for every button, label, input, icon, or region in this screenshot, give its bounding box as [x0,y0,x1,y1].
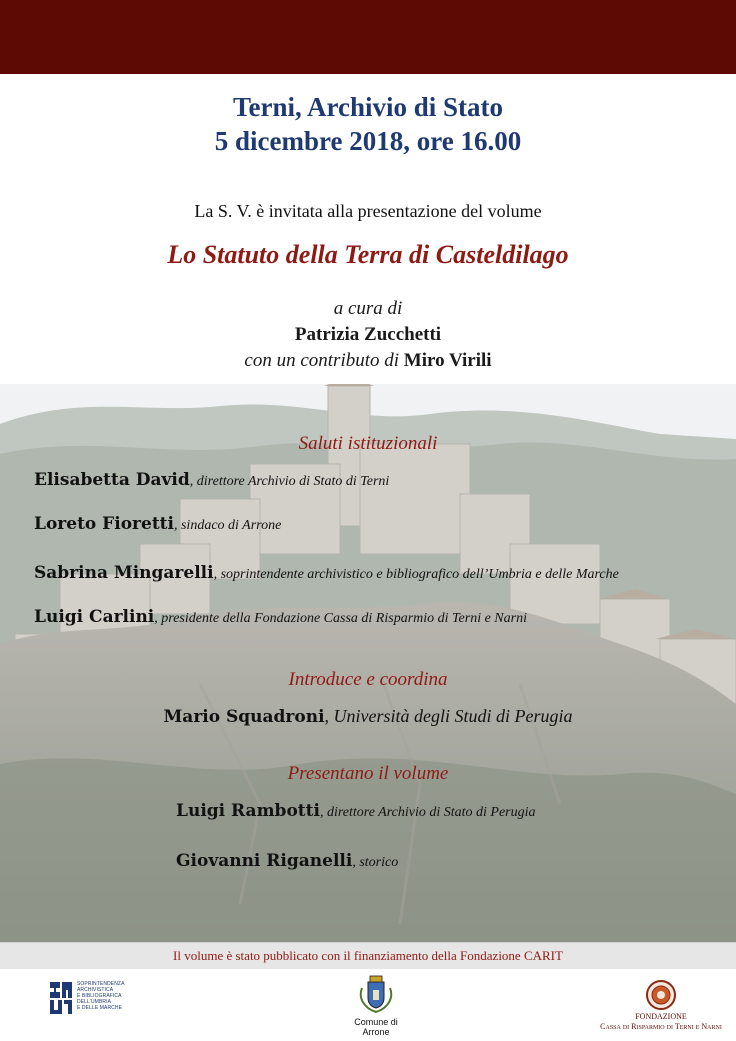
sabap-line: ARCHIVISTICA [77,987,114,993]
fondazione-line-1: FONDAZIONE [635,1012,687,1021]
event-datetime: 5 dicembre 2018, ore 16.00 [214,126,522,156]
moderator-line [0,706,736,727]
speaker-sabrina-mingarelli [34,563,619,583]
funding-note: Il volume è stato pubblicato con il finanziamento della Fondazione CARIT [0,942,736,969]
speaker-role: , storico [352,855,399,870]
speaker-name: Giovanni Riganelli [176,851,353,871]
speaker-name: Luigi Rambotti [176,801,320,821]
book-title: Lo Statuto della Terra di Casteldilago [167,240,569,269]
speaker-role: , direttore Archivio di Stato di Terni [189,474,390,489]
speaker-role: , sindaco di Arrone [173,518,282,533]
presenters-heading: Presentano il volume [287,763,449,784]
contribution-line [0,350,736,372]
moderator-name: Mario Squadroni [163,707,325,727]
moderator-role: , Università degli Studi di Perugia [324,706,573,726]
greetings-heading: Saluti istituzionali [298,433,438,454]
sabap-text [77,981,137,1011]
speaker-role: , direttore Archivio di Stato di Perugia [319,805,536,820]
fondazione-carit-logo [600,980,722,1032]
contribution-label: con un contributo di [244,350,400,371]
speaker-role: , soprintendente archivistico e bibliografico dell’Umbria e delle Marche [213,567,619,582]
contributor-name: Miro Virili [403,350,492,371]
presenter-luigi-rambotti [176,801,536,821]
fondazione-line-2: Cassa di Risparmio di Terni e Narni [600,1022,722,1031]
sabap-line: E DELLE MARCHE [77,1005,123,1011]
moderator-heading: Introduce e coordina [288,669,448,690]
speaker-name: Luigi Carlini [34,607,155,627]
comune-arrone-logo [340,972,412,1037]
comune-crest-icon [356,972,396,1014]
curated-by-label: a cura di [333,298,403,319]
event-location: Terni, Archivio di Stato [232,92,504,122]
editor-name: Patrizia Zucchetti [294,324,442,345]
presenter-giovanni-riganelli [176,851,398,871]
sabap-line: SOPRINTENDENZA [77,981,125,987]
sabap-emblem-icon [48,980,74,1014]
speaker-loreto-fioretti [34,514,281,534]
speaker-elisabetta-david [34,470,389,490]
speaker-name: Elisabetta David [34,470,190,490]
speaker-role: , presidente della Fondazione Cassa di Risparmio di Terni e Narni [154,611,527,626]
speaker-luigi-carlini [34,607,527,627]
speaker-name: Loreto Fioretti [34,514,174,534]
top-color-bar [0,0,736,74]
invitation-text: La S. V. è invitata alla presentazione del volume [194,201,542,221]
sabap-line: DELL'UMBRIA [77,999,112,1005]
sabap-line: E BIBLIOGRAFICA [77,993,122,999]
fondazione-seal-icon [646,980,676,1010]
speaker-name: Sabrina Mingarelli [34,563,214,583]
comune-label: Comune di Arrone [354,1017,398,1037]
